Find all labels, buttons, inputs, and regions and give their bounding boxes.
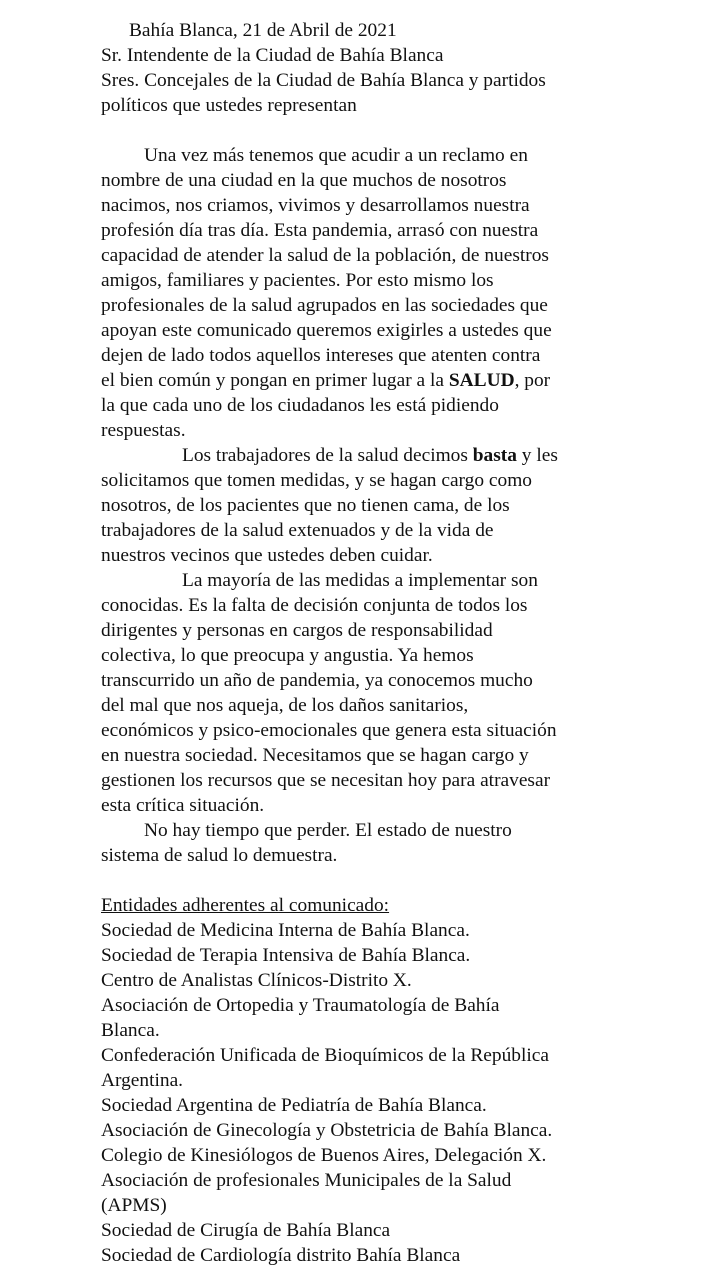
text-line: nuestros vecinos que ustedes deben cuidar. <box>101 545 433 566</box>
entity-line: Asociación de Ginecología y Obstetricia de Bahía Blanca. <box>101 1120 553 1141</box>
addressee-concejales-cont: políticos que ustedes representan <box>101 95 357 116</box>
entity-line: Sociedad de Medicina Interna de Bahía Blanca. <box>101 920 470 941</box>
text-line: económicos y psico-emocionales que genera esta situación <box>101 720 557 741</box>
text-line: la que cada uno de los ciudadanos les está pidiendo <box>101 395 499 416</box>
date-line: Bahía Blanca, 21 de Abril de 2021 <box>129 20 397 41</box>
entity-line: Centro de Analistas Clínicos-Distrito X. <box>101 970 412 991</box>
entity-line: Colegio de Kinesiólogos de Buenos Aires, Delegación X. <box>101 1145 547 1166</box>
text-line: dirigentes y personas en cargos de responsabilidad <box>101 620 493 641</box>
text-line: amigos, familiares y pacientes. Por esto mismo los <box>101 270 494 291</box>
entity-line: Sociedad de Cirugía de Bahía Blanca <box>101 1220 391 1241</box>
entity-line: Sociedad de Terapia Intensiva de Bahía Blanca. <box>101 945 471 966</box>
text-line: conocidas. Es la falta de decisión conjunta de todos los <box>101 595 528 616</box>
text-line: dejen de lado todos aquellos intereses que atenten contra <box>101 345 541 366</box>
text-line: colectiva, lo que preocupa y angustia. Ya hemos <box>101 645 474 666</box>
addressee-concejales: Sres. Concejales de la Ciudad de Bahía Blanca y partidos <box>101 70 546 91</box>
text-line: esta crítica situación. <box>101 795 265 816</box>
letter-page <box>101 18 701 1268</box>
entity-line: Asociación de profesionales Municipales de la Salud <box>101 1170 512 1191</box>
text-line: solicitamos que tomen medidas, y se hagan cargo como <box>101 470 532 491</box>
text-line: profesionales de la salud agrupados en las sociedades que <box>101 295 548 316</box>
text-line: nosotros, de los pacientes que no tienen cama, de los <box>101 495 510 516</box>
bold-salud: SALUD <box>448 370 515 391</box>
entity-line: Sociedad Argentina de Pediatría de Bahía Blanca. <box>101 1095 487 1116</box>
spacer <box>101 118 701 143</box>
text-segment: el bien común y pongan en primer lugar a la <box>101 370 449 391</box>
paragraph-4 <box>101 818 701 868</box>
text-line: Una vez más tenemos que acudir a un reclamo en <box>144 145 528 166</box>
text-segment: y les <box>516 445 558 466</box>
text-line <box>101 368 701 393</box>
text-segment: , por <box>514 370 551 391</box>
letter-header <box>101 18 701 118</box>
text-line: No hay tiempo que perder. El estado de nuestro <box>144 820 512 841</box>
paragraph-3 <box>101 568 701 818</box>
text-line: capacidad de atender la salud de la población, de nuestros <box>101 245 549 266</box>
spacer <box>101 868 701 893</box>
text-line: respuestas. <box>101 420 186 441</box>
text-line: en nuestra sociedad. Necesitamos que se hagan cargo y <box>101 745 529 766</box>
paragraph-1 <box>101 143 701 443</box>
text-line: apoyan este comunicado queremos exigirles a ustedes que <box>101 320 552 341</box>
entity-line: Sociedad de Cardiología distrito Bahía Blanca <box>101 1245 461 1266</box>
text-line: transcurrido un año de pandemia, ya conocemos mucho <box>101 670 533 691</box>
paragraph-2 <box>101 443 701 568</box>
entities-heading: Entidades adherentes al comunicado: <box>101 895 390 916</box>
text-line: nombre de una ciudad en la que muchos de nosotros <box>101 170 507 191</box>
entity-line: Blanca. <box>101 1020 160 1041</box>
addressee-intendente: Sr. Intendente de la Ciudad de Bahía Blanca <box>101 45 444 66</box>
text-line: del mal que nos aqueja, de los daños sanitarios, <box>101 695 469 716</box>
entity-line: (APMS) <box>101 1195 167 1216</box>
text-line: trabajadores de la salud extenuados y de la vida de <box>101 520 494 541</box>
text-line: gestionen los recursos que se necesitan hoy para atravesar <box>101 770 551 791</box>
entities-list <box>101 893 701 1268</box>
entity-line: Argentina. <box>101 1070 184 1091</box>
text-line: profesión día tras día. Esta pandemia, arrasó con nuestra <box>101 220 539 241</box>
text-line: sistema de salud lo demuestra. <box>101 845 338 866</box>
text-segment: Los trabajadores de la salud decimos <box>182 445 473 466</box>
bold-basta: basta <box>472 445 517 466</box>
entity-line: Confederación Unificada de Bioquímicos de la República <box>101 1045 549 1066</box>
text-line <box>101 443 701 468</box>
text-line: nacimos, nos criamos, vivimos y desarrollamos nuestra <box>101 195 530 216</box>
text-line: La mayoría de las medidas a implementar son <box>182 570 538 591</box>
entity-line: Asociación de Ortopedia y Traumatología de Bahía <box>101 995 500 1016</box>
